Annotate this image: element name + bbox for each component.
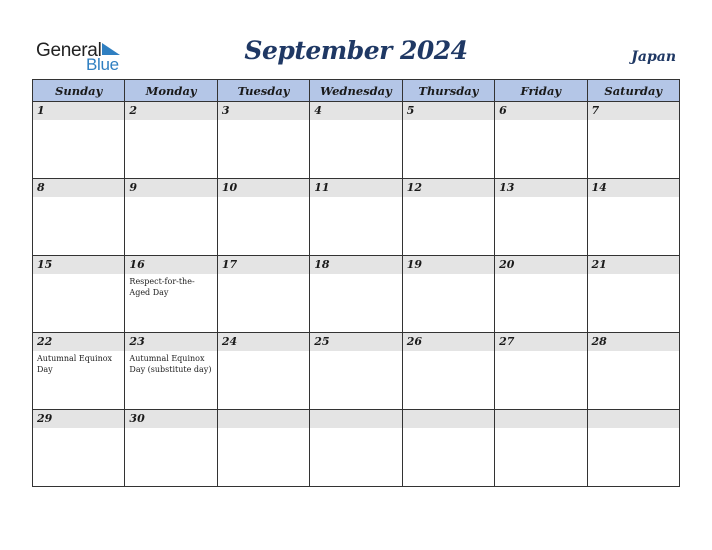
day-cell xyxy=(33,179,125,256)
day-number xyxy=(310,410,401,428)
holiday-label xyxy=(33,120,124,122)
day-cell xyxy=(217,179,309,256)
holiday-label: Autumnal Equinox Day (substitute day) xyxy=(129,354,212,374)
calendar-title: September 2024 xyxy=(244,36,468,65)
day-cell xyxy=(402,333,494,410)
holiday-label xyxy=(495,351,586,353)
day-cell xyxy=(402,410,494,487)
holiday-label xyxy=(495,274,586,276)
holiday-label xyxy=(588,351,679,353)
day-number: 7 xyxy=(588,102,679,120)
day-cell xyxy=(217,333,309,410)
holiday-label xyxy=(495,197,586,199)
holiday-label xyxy=(403,197,494,199)
day-cell xyxy=(310,410,402,487)
holiday-label xyxy=(310,428,401,430)
holiday-label xyxy=(218,428,309,430)
day-number: 30 xyxy=(125,410,216,428)
weekday-header: Monday xyxy=(125,80,217,102)
holiday-label xyxy=(403,120,494,122)
holiday-label xyxy=(403,351,494,353)
day-number: 3 xyxy=(218,102,309,120)
weekday-header-row xyxy=(33,80,680,102)
holiday-label xyxy=(588,274,679,276)
day-number: 9 xyxy=(125,179,216,197)
holiday-label xyxy=(310,197,401,199)
day-cell xyxy=(125,410,217,487)
week-row xyxy=(33,333,680,410)
holiday-label xyxy=(33,428,124,430)
day-cell xyxy=(125,333,217,410)
holiday-label xyxy=(125,428,216,430)
day-cell xyxy=(217,102,309,179)
day-cell xyxy=(217,410,309,487)
day-number: 4 xyxy=(310,102,401,120)
weekday-header: Tuesday xyxy=(217,80,309,102)
week-row xyxy=(33,410,680,487)
day-number: 6 xyxy=(495,102,586,120)
day-cell xyxy=(495,179,587,256)
day-cell xyxy=(587,333,679,410)
day-number: 11 xyxy=(310,179,401,197)
day-cell xyxy=(33,410,125,487)
holiday-label xyxy=(403,428,494,430)
country-label: Japan xyxy=(631,49,676,65)
day-cell xyxy=(402,256,494,333)
day-number: 24 xyxy=(218,333,309,351)
holiday-label: Autumnal Equinox Day xyxy=(37,354,113,374)
day-cell xyxy=(33,102,125,179)
day-number: 18 xyxy=(310,256,401,274)
day-number: 2 xyxy=(125,102,216,120)
day-cell xyxy=(495,410,587,487)
day-number: 15 xyxy=(33,256,124,274)
day-number: 13 xyxy=(495,179,586,197)
weekday-header: Sunday xyxy=(33,80,125,102)
day-cell xyxy=(310,256,402,333)
day-cell xyxy=(587,256,679,333)
day-number: 19 xyxy=(403,256,494,274)
holiday-label xyxy=(310,120,401,122)
day-cell xyxy=(402,102,494,179)
weekday-header: Friday xyxy=(495,80,587,102)
day-cell xyxy=(587,102,679,179)
holiday-label xyxy=(218,351,309,353)
week-row xyxy=(33,102,680,179)
day-number: 23 xyxy=(125,333,216,351)
day-number xyxy=(588,410,679,428)
day-number xyxy=(218,410,309,428)
holiday-label xyxy=(310,351,401,353)
day-cell xyxy=(402,179,494,256)
day-number: 22 xyxy=(33,333,124,351)
day-number: 16 xyxy=(125,256,216,274)
day-number: 25 xyxy=(310,333,401,351)
logo-text-blue: Blue xyxy=(86,55,119,74)
day-cell xyxy=(587,179,679,256)
day-number: 21 xyxy=(588,256,679,274)
day-cell xyxy=(310,102,402,179)
week-row xyxy=(33,256,680,333)
holiday-label xyxy=(588,120,679,122)
day-cell xyxy=(310,333,402,410)
day-cell xyxy=(495,102,587,179)
day-cell xyxy=(125,102,217,179)
day-number: 10 xyxy=(218,179,309,197)
day-number: 26 xyxy=(403,333,494,351)
day-cell xyxy=(217,256,309,333)
day-number: 17 xyxy=(218,256,309,274)
week-row xyxy=(33,179,680,256)
weekday-header: Wednesday xyxy=(310,80,402,102)
weekday-header: Saturday xyxy=(587,80,679,102)
holiday-label xyxy=(588,197,679,199)
holiday-label xyxy=(495,120,586,122)
holiday-label xyxy=(218,197,309,199)
day-cell xyxy=(125,179,217,256)
holiday-label xyxy=(588,428,679,430)
day-number: 20 xyxy=(495,256,586,274)
holiday-label xyxy=(125,120,216,122)
day-number xyxy=(403,410,494,428)
day-cell xyxy=(495,256,587,333)
weekday-header: Thursday xyxy=(402,80,494,102)
holiday-label: Respect-for-the-Aged Day xyxy=(129,277,195,297)
day-number: 27 xyxy=(495,333,586,351)
day-number: 14 xyxy=(588,179,679,197)
day-number: 29 xyxy=(33,410,124,428)
day-cell xyxy=(310,179,402,256)
day-number: 1 xyxy=(33,102,124,120)
holiday-label xyxy=(218,120,309,122)
day-number: 5 xyxy=(403,102,494,120)
day-cell xyxy=(33,256,125,333)
holiday-label xyxy=(495,428,586,430)
holiday-label xyxy=(310,274,401,276)
day-cell xyxy=(33,333,125,410)
holiday-label xyxy=(33,197,124,199)
day-cell xyxy=(587,410,679,487)
day-cell xyxy=(125,256,217,333)
holiday-label xyxy=(125,197,216,199)
calendar-grid xyxy=(32,79,680,487)
day-cell xyxy=(495,333,587,410)
logo-text-general: General xyxy=(36,40,102,61)
holiday-label xyxy=(218,274,309,276)
day-number: 8 xyxy=(33,179,124,197)
day-number: 28 xyxy=(588,333,679,351)
holiday-label xyxy=(403,274,494,276)
day-number xyxy=(495,410,586,428)
day-number: 12 xyxy=(403,179,494,197)
holiday-label xyxy=(33,274,124,276)
